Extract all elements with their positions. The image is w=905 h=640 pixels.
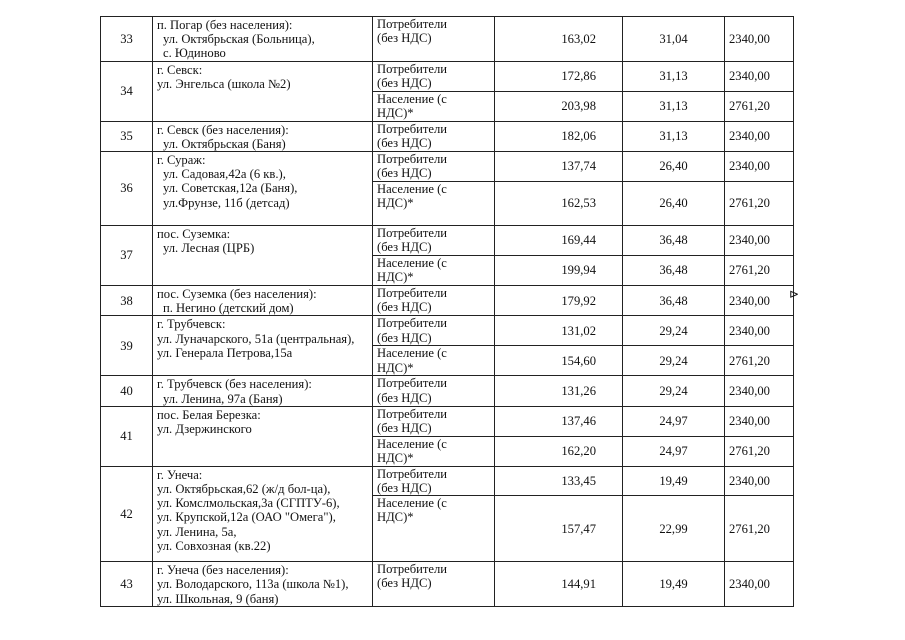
category-line: Потребители (377, 562, 448, 577)
address-line: г. Трубчевск: (157, 317, 226, 332)
table-row (101, 286, 794, 316)
category-line: НДС)* (377, 196, 414, 211)
category-line: Потребители (377, 152, 448, 167)
category-cell (373, 17, 495, 62)
category-cell (373, 406, 495, 436)
address-cell (153, 61, 373, 121)
address-line: ул. Володарского, 113а (школа №1), (157, 577, 349, 592)
price-cell: 2761,20 (725, 91, 794, 121)
address-line: ул. Октябрьская (Больница), (163, 32, 315, 47)
category-line: Потребители (377, 121, 448, 136)
category-line: Потребители (377, 286, 448, 301)
category-cell (373, 562, 495, 607)
tariff-cell: 172,86 (495, 61, 623, 91)
tax-cell: 31,13 (623, 91, 725, 121)
category-line: (без НДС) (377, 135, 432, 150)
tariff-cell: 179,92 (495, 286, 623, 316)
category-cell (373, 376, 495, 406)
price-cell: 2340,00 (725, 152, 794, 182)
category-line: Население (с (377, 182, 447, 197)
category-line: (без НДС) (377, 421, 432, 436)
price-cell: 2761,20 (725, 182, 794, 226)
category-cell (373, 346, 495, 376)
table-row (101, 316, 794, 346)
address-line: ул. Садовая,42а (6 кв.), (163, 167, 286, 182)
address-line: ул.Фрунзе, 11б (детсад) (163, 195, 290, 210)
price-cell: 2340,00 (725, 17, 794, 62)
row-number: 43 (101, 562, 153, 607)
address-line: п. Негино (детский дом) (163, 301, 294, 316)
tariff-cell: 163,02 (495, 17, 623, 62)
price-cell: 2340,00 (725, 121, 794, 151)
tariff-table (100, 16, 794, 607)
tariff-cell: 162,53 (495, 182, 623, 226)
tariff-cell: 131,26 (495, 376, 623, 406)
category-line: (без НДС) (377, 481, 432, 496)
price-cell: 2761,20 (725, 496, 794, 562)
category-cell (373, 61, 495, 91)
category-line: Население (с (377, 91, 447, 106)
address-line: ул. Школьная, 9 (баня) (157, 591, 279, 606)
address-line: г. Унеча: (157, 467, 203, 482)
address-cell (153, 316, 373, 376)
address-line: с. Юдиново (163, 46, 226, 61)
category-cell (373, 121, 495, 151)
address-cell (153, 226, 373, 286)
address-cell (153, 121, 373, 151)
address-line: ул. Луначарского, 51а (центральная), (157, 331, 355, 346)
table-row (101, 226, 794, 256)
category-cell (373, 286, 495, 316)
tax-cell: 36,48 (623, 226, 725, 256)
address-line: пос. Суземка: (157, 227, 231, 242)
category-line: Потребители (377, 226, 448, 241)
row-number: 40 (101, 376, 153, 406)
category-line: Потребители (377, 376, 448, 391)
category-line: Потребители (377, 316, 448, 331)
address-line: ул. Ленина, 5а, (157, 524, 237, 539)
category-line: Потребители (377, 17, 448, 31)
address-line: ул. Совхозная (кв.22) (157, 538, 271, 553)
address-line: ул. Октябрьская (Баня) (163, 136, 286, 151)
price-cell: 2340,00 (725, 316, 794, 346)
category-line: (без НДС) (377, 390, 432, 405)
tariff-cell: 169,44 (495, 226, 623, 256)
category-line: (без НДС) (377, 330, 432, 345)
address-line: ул. Крупской,12а (ОАО "Омега"), (157, 510, 336, 525)
price-cell: 2761,20 (725, 436, 794, 466)
table-row (101, 406, 794, 436)
address-line: ул. Октябрьская,62 (ж/д бол-ца), (157, 482, 331, 497)
table-row (101, 121, 794, 151)
tariff-cell: 133,45 (495, 466, 623, 495)
category-cell (373, 182, 495, 226)
table-row (101, 562, 794, 607)
tax-cell: 29,24 (623, 346, 725, 376)
category-line: (без НДС) (377, 31, 432, 46)
address-line: пос. Суземка (без населения): (157, 287, 317, 302)
category-line: Потребители (377, 466, 448, 481)
category-cell (373, 152, 495, 182)
category-line: (без НДС) (377, 576, 432, 591)
price-cell: 2340,00 (725, 562, 794, 607)
address-cell (153, 17, 373, 62)
category-line: (без НДС) (377, 75, 432, 90)
tariff-cell: 203,98 (495, 91, 623, 121)
tariff-cell: 162,20 (495, 436, 623, 466)
price-cell: 2340,00 (725, 286, 794, 316)
price-cell: 2340,00 (725, 466, 794, 495)
address-cell (153, 152, 373, 226)
tax-cell: 22,99 (623, 496, 725, 562)
tariff-cell: 199,94 (495, 256, 623, 286)
row-number: 37 (101, 226, 153, 286)
category-cell (373, 436, 495, 466)
table-row (101, 61, 794, 91)
address-line: п. Погар (без населения): (157, 18, 293, 32)
category-line: Население (с (377, 436, 447, 451)
price-cell: 2340,00 (725, 61, 794, 91)
tax-cell: 19,49 (623, 466, 725, 495)
tax-cell: 29,24 (623, 316, 725, 346)
category-cell (373, 466, 495, 495)
category-line: (без НДС) (377, 166, 432, 181)
table-row (101, 17, 794, 62)
address-line: г. Севск: (157, 62, 203, 77)
price-cell: 2761,20 (725, 346, 794, 376)
tax-cell: 19,49 (623, 562, 725, 607)
price-cell: 2761,20 (725, 256, 794, 286)
row-number: 33 (101, 17, 153, 62)
tax-cell: 31,04 (623, 17, 725, 62)
address-line: ул. Энгельса (школа №2) (157, 76, 291, 91)
category-line: Потребители (377, 61, 448, 76)
category-cell (373, 226, 495, 256)
category-line: НДС)* (377, 270, 414, 285)
category-cell (373, 316, 495, 346)
address-line: ул. Лесная (ЦРБ) (163, 241, 255, 256)
table-row (101, 466, 794, 495)
row-number: 34 (101, 61, 153, 121)
address-line: ул. Генерала Петрова,15а (157, 345, 293, 360)
address-line: ул. Комслмольская,3а (СГПТУ-6), (157, 496, 340, 511)
tax-cell: 31,13 (623, 121, 725, 151)
category-line: Население (с (377, 346, 447, 361)
price-cell: 2340,00 (725, 406, 794, 436)
category-cell (373, 496, 495, 562)
category-line: НДС)* (377, 360, 414, 375)
tariff-cell: 137,46 (495, 406, 623, 436)
address-line: ул. Советская,12а (Баня), (163, 181, 298, 196)
row-number: 38 (101, 286, 153, 316)
tariff-cell: 154,60 (495, 346, 623, 376)
tax-cell: 31,13 (623, 61, 725, 91)
price-cell: 2340,00 (725, 226, 794, 256)
tariff-cell: 137,74 (495, 152, 623, 182)
tariff-cell: 157,47 (495, 496, 623, 562)
tax-cell: 26,40 (623, 152, 725, 182)
price-cell: 2340,00 (725, 376, 794, 406)
category-line: Население (с (377, 496, 447, 511)
category-line: НДС)* (377, 510, 414, 525)
category-line: (без НДС) (377, 300, 432, 315)
address-line: г. Сураж: (157, 153, 206, 168)
category-line: (без НДС) (377, 240, 432, 255)
margin-mark: ⊳ (789, 287, 800, 301)
address-cell (153, 286, 373, 316)
category-cell (373, 256, 495, 286)
tax-cell: 36,48 (623, 256, 725, 286)
table-row (101, 376, 794, 406)
address-cell (153, 466, 373, 561)
row-number: 42 (101, 466, 153, 561)
category-line: НДС)* (377, 451, 414, 466)
address-line: ул. Ленина, 97а (Баня) (163, 391, 283, 406)
tax-cell: 26,40 (623, 182, 725, 226)
category-line: НДС)* (377, 105, 414, 120)
row-number: 36 (101, 152, 153, 226)
address-line: г. Унеча (без населения): (157, 563, 289, 578)
tax-cell: 24,97 (623, 436, 725, 466)
category-line: Потребители (377, 406, 448, 421)
address-cell (153, 406, 373, 466)
row-number: 35 (101, 121, 153, 151)
row-number: 39 (101, 316, 153, 376)
tax-cell: 36,48 (623, 286, 725, 316)
tariff-cell: 182,06 (495, 121, 623, 151)
address-line: ул. Дзержинского (157, 422, 252, 437)
address-cell (153, 562, 373, 607)
tax-cell: 24,97 (623, 406, 725, 436)
address-line: г. Севск (без населения): (157, 122, 289, 137)
address-cell (153, 376, 373, 406)
address-line: г. Трубчевск (без населения): (157, 377, 312, 392)
row-number: 41 (101, 406, 153, 466)
tariff-cell: 144,91 (495, 562, 623, 607)
tax-cell: 29,24 (623, 376, 725, 406)
category-cell (373, 91, 495, 121)
tariff-cell: 131,02 (495, 316, 623, 346)
address-line: пос. Белая Березка: (157, 407, 261, 422)
category-line: Население (с (377, 256, 447, 271)
table-row (101, 152, 794, 182)
